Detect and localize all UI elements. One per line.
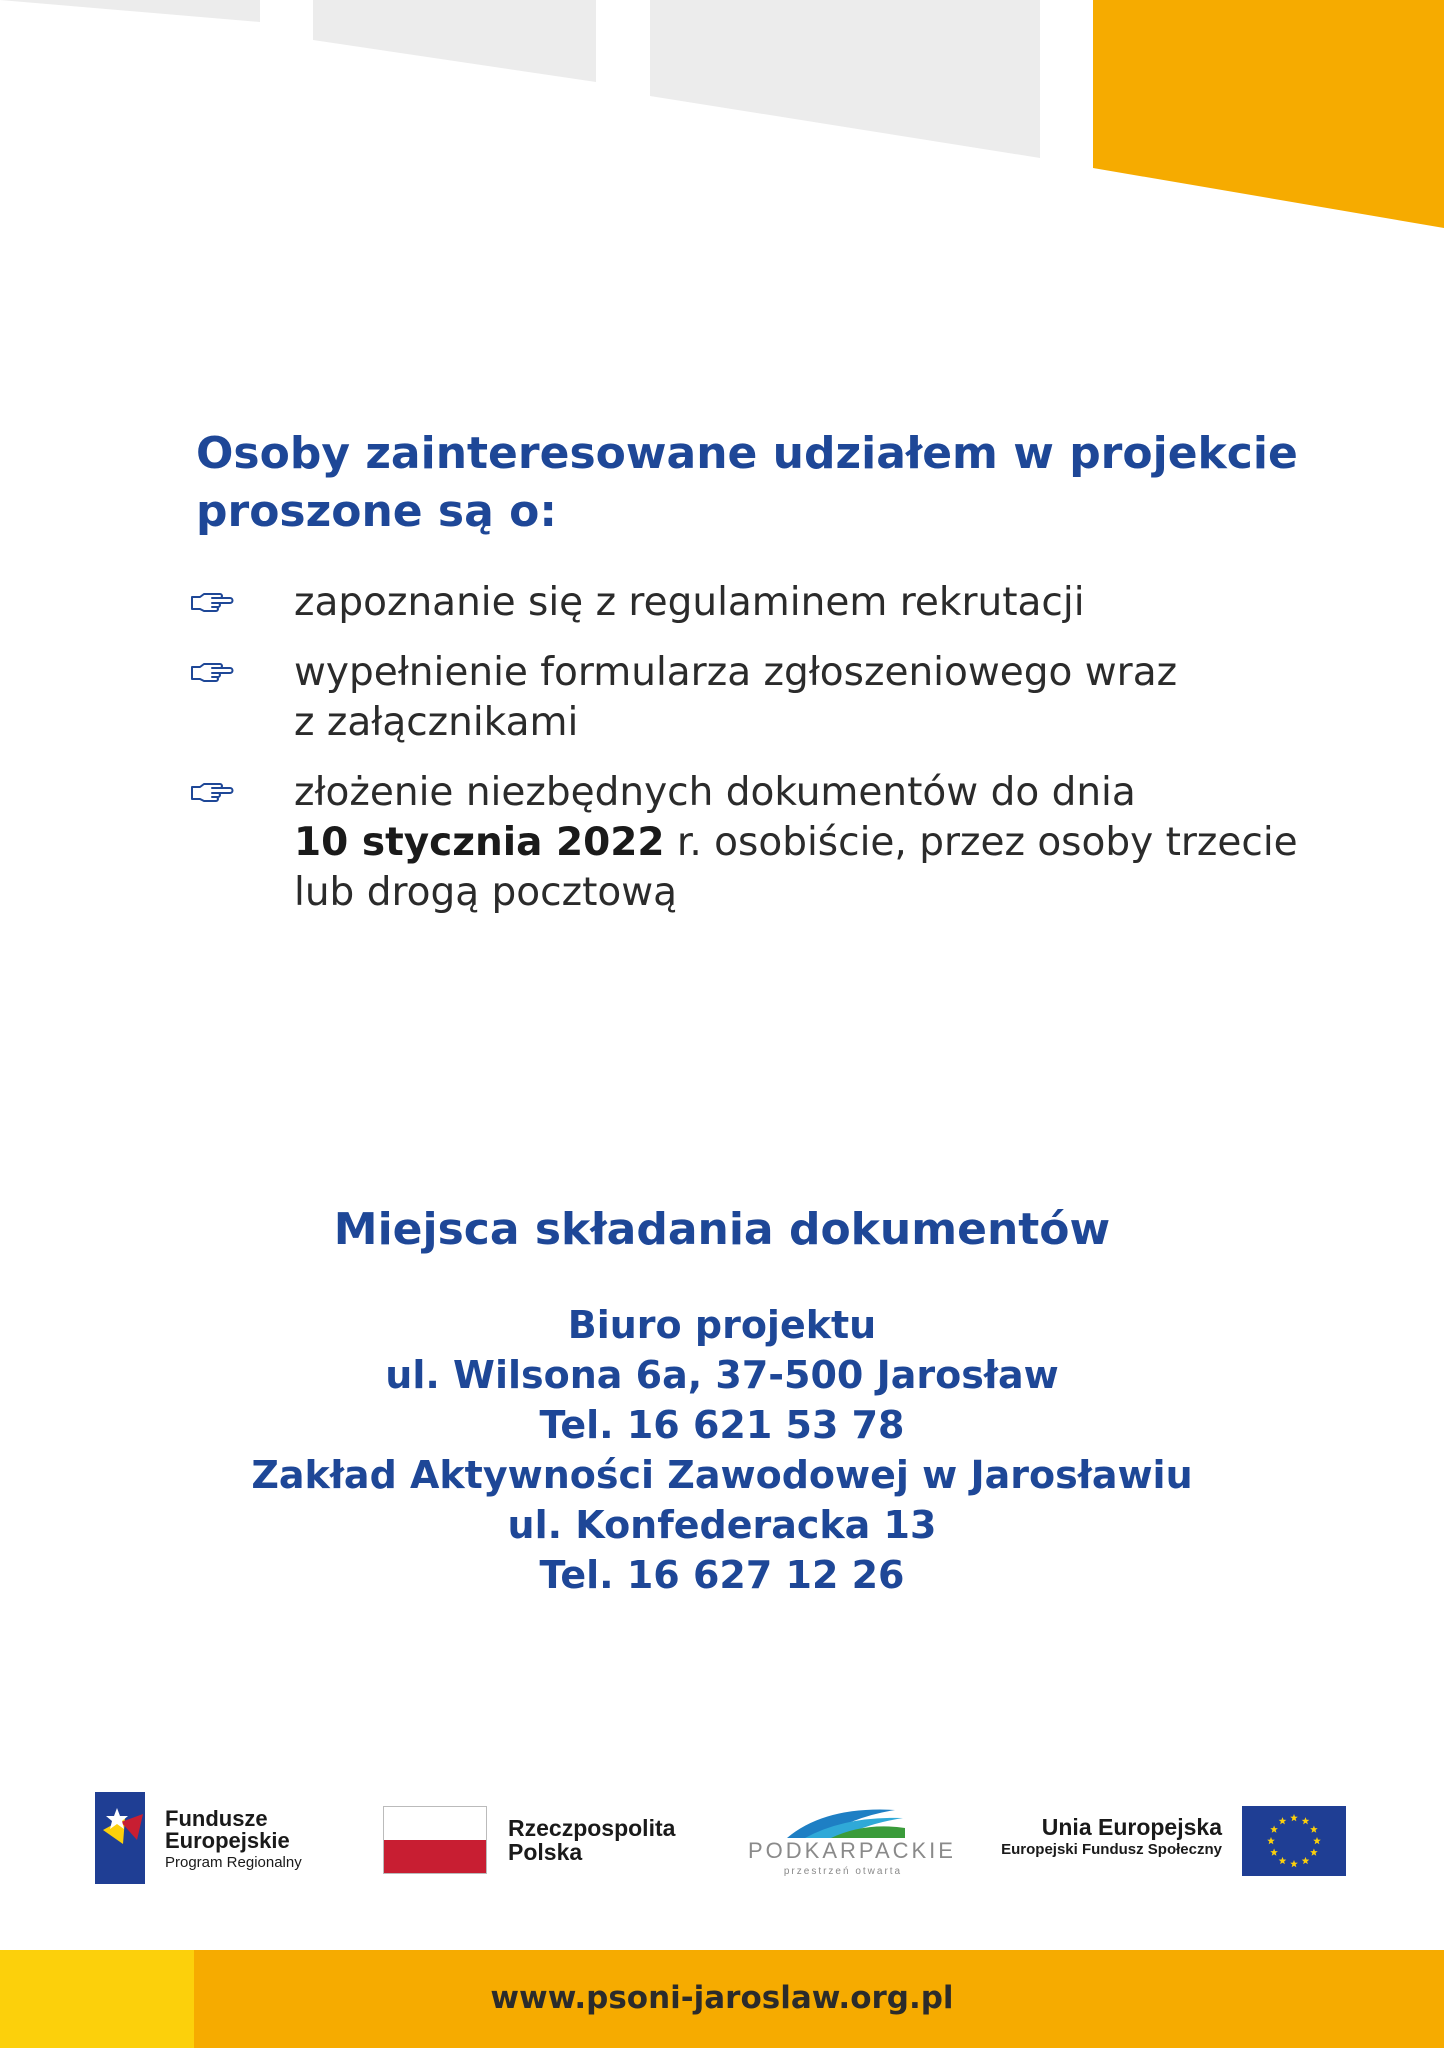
eu-flag-icon [1242,1806,1346,1876]
fundusze-line-1: Fundusze [165,1806,268,1831]
pointing-hand-icon [190,778,234,804]
orange-corner [1093,0,1444,228]
heading-line-1: Osoby zainteresowane udziałem w projekcie [196,428,1298,479]
rp-line-1: Rzeczpospolita [508,1815,676,1841]
office-address: ul. Wilsona 6a, 37-500 Jarosław [385,1353,1059,1397]
list-item [190,648,1330,748]
logo-bar [0,1780,1444,1890]
rp-text [508,1816,675,1864]
workshop-name: Zakład Aktywności Zawodowej w Jarosławiu [251,1453,1193,1497]
list-item-text: zapoznanie się z regulaminem rekrutacji [294,580,1085,625]
pointing-hand-icon [190,658,234,684]
deadline-date: 10 stycznia 2022 [294,820,665,865]
podkarpackie-name: PODKARPACKIE [748,1838,956,1863]
grey-stripe-3 [650,0,1040,158]
grey-stripe-1 [0,0,260,22]
rp-line-2: Polska [508,1839,583,1865]
address-block [0,1300,1444,1600]
deadline-rest: r. osobiście, przez osoby trzecie [664,820,1298,865]
website-link[interactable]: www.psoni-jaroslaw.org.pl [490,1980,954,2016]
ue-text [1001,1814,1222,1860]
top-decoration [0,0,1444,240]
fundusze-line-2: Europejskie [165,1828,290,1853]
list-item [190,768,1330,918]
page-heading [196,425,1346,541]
office-phone: Tel. 16 621 53 78 [539,1403,905,1447]
grey-stripe-2 [313,0,596,82]
list-item [190,578,1330,628]
fundusze-line-3: Program Regionalny [165,1854,302,1871]
list-item-text: z załącznikami [294,700,579,745]
fundusze-text [165,1808,302,1874]
requirements-list [190,578,1330,938]
ue-line-1: Unia Europejska [1041,1814,1222,1840]
ue-line-2: Europejski Fundusz Społeczny [1001,1841,1222,1858]
office-name: Biuro projektu [567,1303,877,1347]
heading-line-2: proszone są o: [196,486,557,537]
list-item-text: lub drogą pocztową [294,870,678,915]
places-title: Miejsca składania dokumentów [333,1204,1111,1255]
polish-flag-icon [383,1806,487,1874]
podkarpackie-logo [785,1802,905,1842]
list-item-text: złożenie niezbędnych dokumentów do dnia [294,770,1136,815]
list-item-text: wypełnienie formularza zgłoszeniowego wraz [294,650,1178,695]
pointing-hand-icon [190,588,234,614]
workshop-address: ul. Konfederacka 13 [507,1503,937,1547]
workshop-phone: Tel. 16 627 12 26 [539,1553,905,1597]
podkarpackie-slogan: przestrzeń otwarta [783,1866,903,1877]
fundusze-europejskie-logo [95,1792,145,1884]
list-item-text [294,818,1330,868]
footer-bar [0,1950,1444,2048]
